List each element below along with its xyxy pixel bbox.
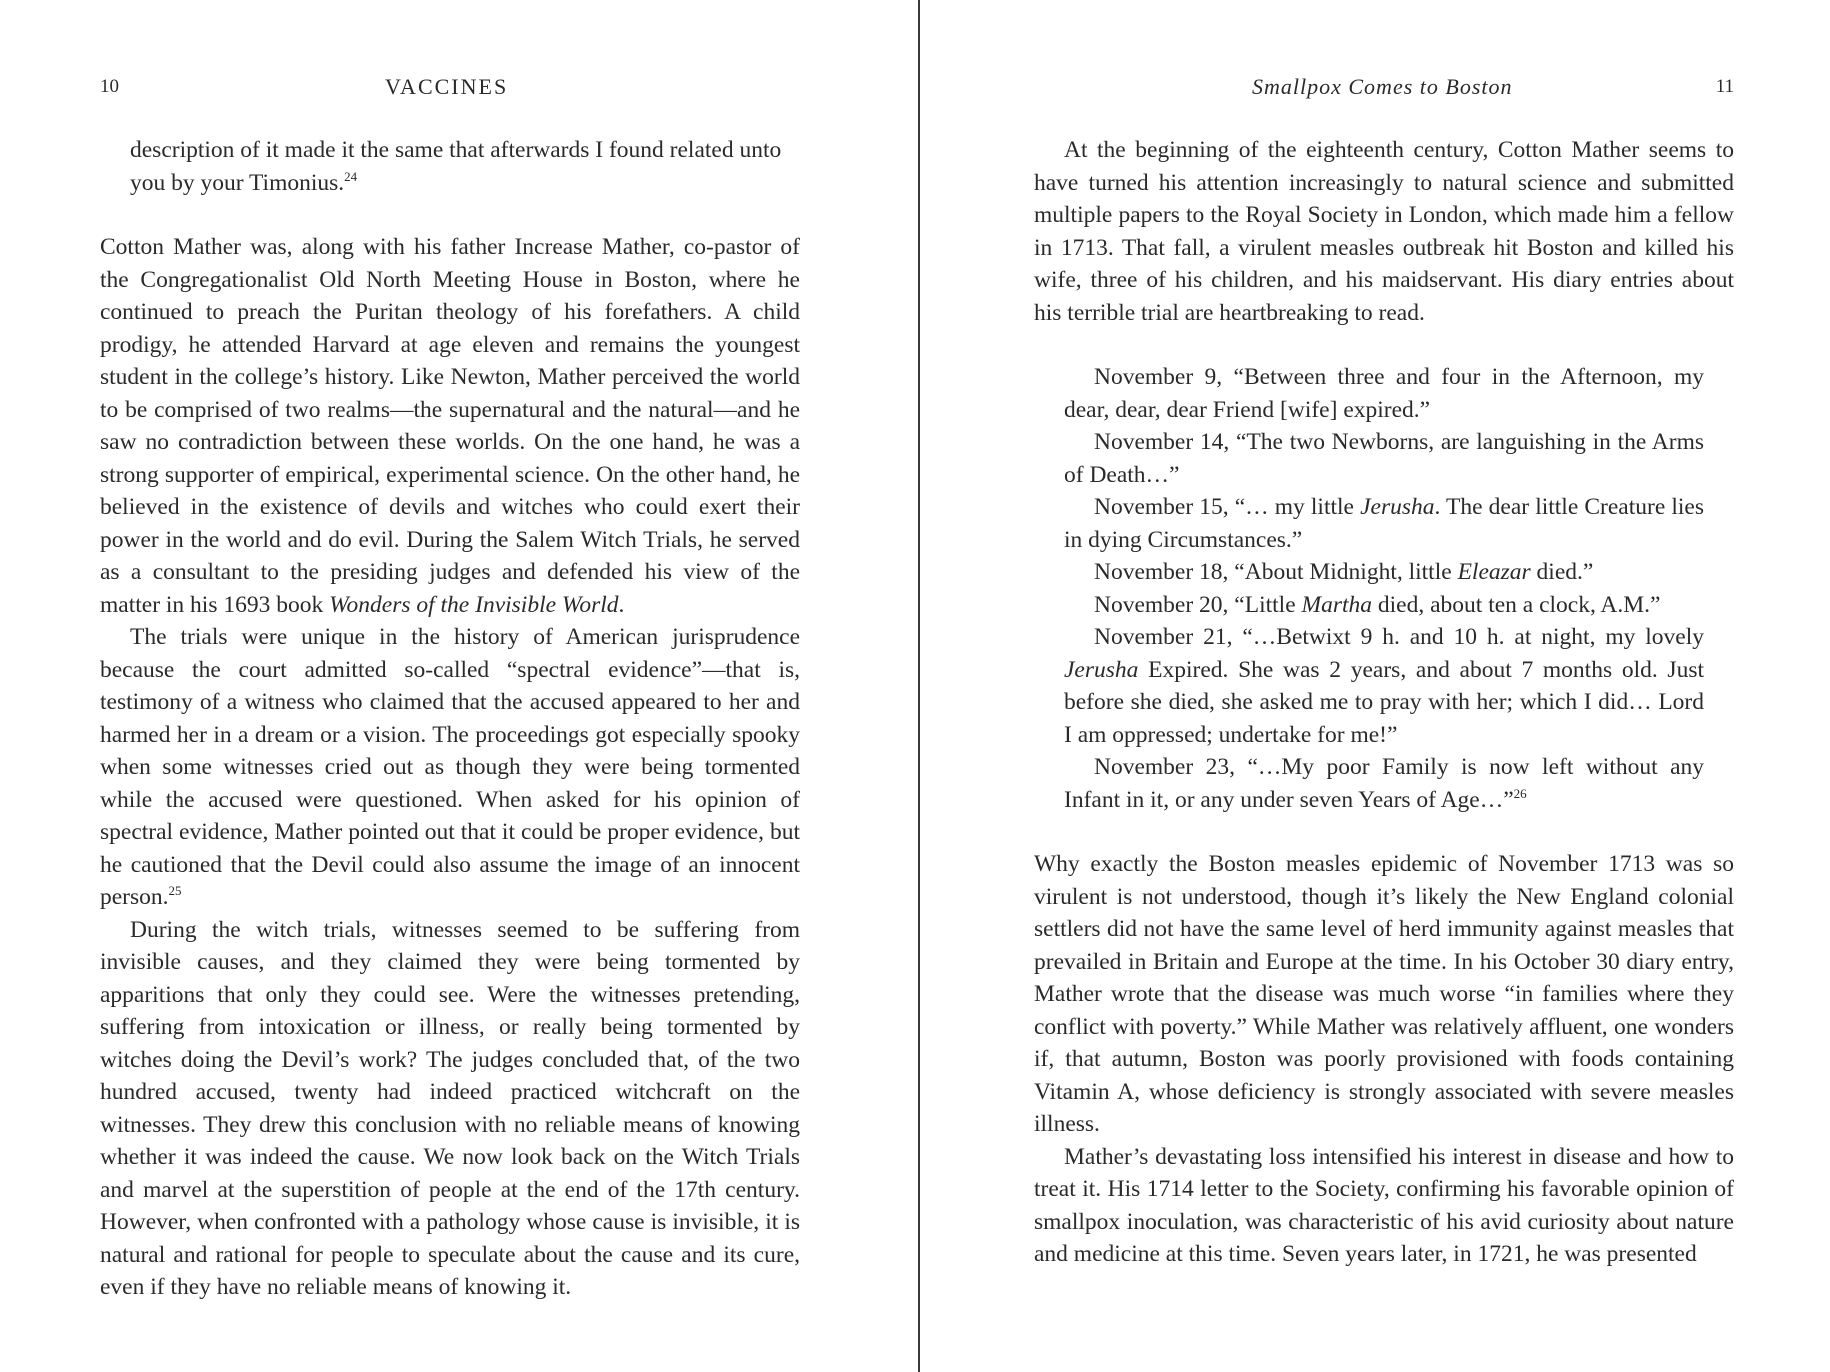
footnote-ref-24: 24 xyxy=(344,168,358,184)
paragraph-royal-society: At the beginning of the eighteenth century, Cotton Mather seems to have turned his attention increasingly to natural science and submitted multiple papers to the Royal Society in London, which made him a fellow in 1713. That fall, a virulent measles outbreak hit Boston and killed his wife, three of his children, and his maidservant. His diary entries about his terrible trial are heartbreaking to read. xyxy=(1034,137,1734,326)
block-quote-text: description of it made it the same that afterwards I found related unto you by your Timonius.$^{24}$ xyxy=(130,137,782,196)
page-gutter xyxy=(918,0,920,1372)
paragraph-measles-epidemic: Why exactly the Boston measles epidemic of November 1713 was so virulent is not understood, though it’s likely the New England colonial settlers did not have the same level of herd immunity against measles that prevailed in Britain and Europe at the time. In his October 30 diary entry, Mather wrote that the disease was much worse “in families where they conflict with poverty.” While Mather was relatively affluent, one wonders if, that autumn, Boston was poorly provisioned with foods containing Vitamin A, whose deficiency is strongly associated with severe measles illness. xyxy=(1034,851,1734,1137)
paragraph-mather-bio: Cotton Mather was, along with his father Increase Mather, co-pastor of the Congregationalist Old North Meeting House in Boston, where he continued to preach the Puritan theology of his forefathers. A child prodigy, he attended Harvard at age eleven and remains the youngest student in the college’s history. Like Newton, Mather perceived the world to be comprised of two realms—the supernatural and the natural—and he saw no contradiction between these worlds. On the one hand, he was a strong supporter of empirical, experimental science. On the other hand, he believed in the existence of devils and witches who could exert their power in the world and do evil. During the Salem Witch Trials, he served as a consultant to the presiding judges and defended his view of the matter in his 1693 book Wonders of the Invisible World. xyxy=(100,234,800,618)
right-page xyxy=(1034,0,1734,1372)
diary-entry: November 9, “Between three and four in the Afternoon, my dear, dear, dear Friend [wife] expired.” xyxy=(1064,364,1704,423)
footnote-ref-25: 25 xyxy=(168,883,182,899)
diary-entry: November 14, “The two Newborns, are languishing in the Arms of Death…” xyxy=(1064,429,1704,488)
diary-entry: November 20, “Little Martha died, about ten a clock, A.M.” xyxy=(1094,591,1661,618)
diary-entry: November 23, “…My poor Family is now left without any Infant in it, or any under seven Years of Age…”$^{26}$ xyxy=(1064,754,1704,813)
footnote-ref-26: 26 xyxy=(1513,785,1527,801)
paragraph-inoculation: Mather’s devastating loss intensified his interest in disease and how to treat it. His 1714 letter to the Society, confirming his favorable opinion of smallpox inoculation, was characteristic of his avid curiosity about nature and medicine at this time. Seven years later, in 1721, he was presented xyxy=(1034,1143,1734,1267)
diary-entry: November 21, “…Betwixt 9 h. and 10 h. at night, my lovely Jerusha Expired. She was 2 years, and about 7 months old. Just before she died, she asked me to pray with her; which I did… Lord I am oppressed; undertake for me!” xyxy=(1064,624,1704,748)
diary-entry: November 15, “… my little Jerusha. The dear little Creature lies in dying Circumstances.” xyxy=(1064,494,1704,553)
running-head-left xyxy=(100,72,800,102)
running-head-right xyxy=(1034,72,1734,102)
left-page xyxy=(100,0,800,1372)
diary-extract xyxy=(1064,361,1704,816)
diary-entry: November 18, “About Midnight, little Eleazar died.” xyxy=(1094,559,1594,585)
book-title: Wonders of the Invisible World xyxy=(329,591,619,618)
running-head-title-right: Smallpox Comes to Boston xyxy=(1252,74,1513,99)
left-page-body xyxy=(100,134,800,1304)
block-quote xyxy=(130,134,800,199)
running-head-title-left: VACCINES xyxy=(385,74,509,99)
page-number-right: 11 xyxy=(1715,76,1734,97)
right-page-body xyxy=(1034,134,1734,1271)
paragraph-witnesses: During the witch trials, witnesses seemed to be suffering from invisible causes, and they claimed they were being tormented by apparitions that only they could see. Were the witnesses pretending, suffering from intoxication or illness, or really being tormented by witches doing the Devil’s work? The judges concluded that, of the two hundred accused, twenty had indeed practiced witchcraft on the witnesses. They drew this conclusion with no reliable means of knowing whether it was indeed the cause. We now look back on the Witch Trials and marvel at the superstition of people at the end of the 17th century. However, when confronted with a pathology whose cause is invisible, it is natural and rational for people to speculate about the cause and its cure, even if they have no reliable means of knowing it. xyxy=(100,916,800,1300)
paragraph-trials: The trials were unique in the history of American jurisprudence because the court admitted so-called “spectral evidence”—that is, testimony of a witness who claimed that the accused appeared to her and harmed her in a dream or a vision. The proceedings got especially spooky when some witnesses cried out as though they were being tormented while the accused were questioned. When asked for his opinion of spectral evidence, Mather pointed out that it could be proper evidence, but he cautioned that the Devil could also assume the image of an innocent person.$^{25}$ xyxy=(100,624,800,910)
page-number-left: 10 xyxy=(100,76,119,97)
